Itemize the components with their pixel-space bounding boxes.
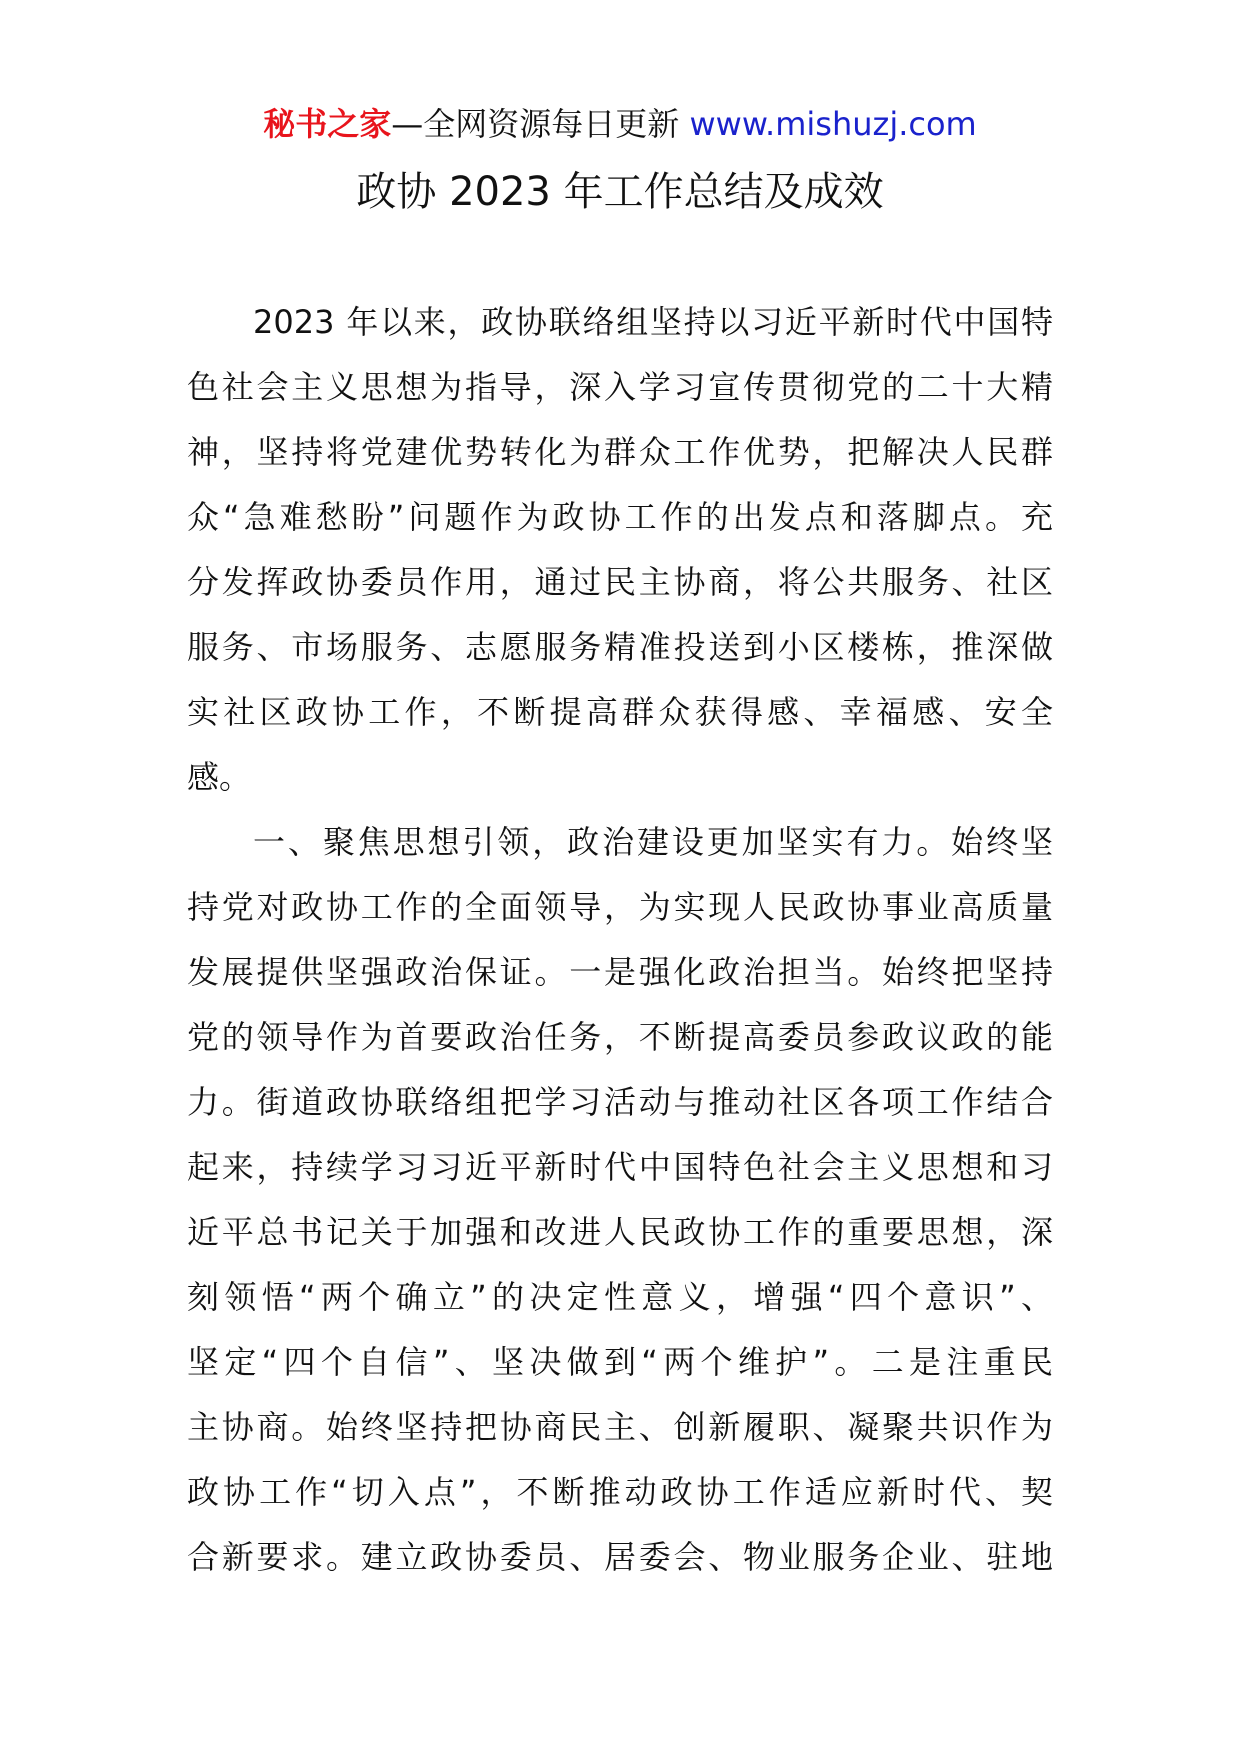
- text-line: 感。: [187, 758, 252, 796]
- section-heading-line: 一、聚焦思想引领，政治建设更加坚实有力。始终坚: [253, 823, 1053, 861]
- text-line: 服务、市场服务、志愿服务精准投送到小区楼栋，推深做: [187, 628, 1053, 666]
- text-line: 合新要求。建立政协委员、居委会、物业服务企业、驻地: [187, 1538, 1053, 1576]
- text-line: 2023 年以来，政协联络组坚持以习近平新时代中国特: [253, 303, 1053, 341]
- text-line: 主协商。始终坚持把协商民主、创新履职、凝聚共识作为: [187, 1408, 1053, 1446]
- banner-slogan: —全网资源每日更新: [391, 105, 690, 143]
- document-body: [187, 290, 1053, 1590]
- text-line: 色社会主义思想为指导，深入学习宣传贯彻党的二十大精: [187, 368, 1053, 406]
- text-line: 神，坚持将党建优势转化为群众工作优势，把解决人民群: [187, 433, 1053, 471]
- page-title: 政协 2023 年工作总结及成效: [356, 169, 884, 215]
- text-line: 分发挥政协委员作用，通过民主协商，将公共服务、社区: [187, 563, 1053, 601]
- text-line: 众“急难愁盼”问题作为政协工作的出发点和落脚点。充: [187, 498, 1053, 536]
- text-line: 持党对政协工作的全面领导，为实现人民政协事业高质量: [187, 888, 1053, 926]
- text-line: 实社区政协工作，不断提高群众获得感、幸福感、安全: [187, 693, 1053, 731]
- text-line: 近平总书记关于加强和改进人民政协工作的重要思想，深: [187, 1213, 1053, 1251]
- website-link[interactable]: www.mishuzj.com: [689, 105, 977, 143]
- text-line: 起来，持续学习习近平新时代中国特色社会主义思想和习: [187, 1148, 1053, 1186]
- text-line: 党的领导作为首要政治任务，不断提高委员参政议政的能: [187, 1018, 1053, 1056]
- text-line: 政协工作“切入点”，不断推动政协工作适应新时代、契: [187, 1473, 1053, 1511]
- text-line: 力。街道政协联络组把学习活动与推动社区各项工作结合: [187, 1083, 1053, 1121]
- text-line: 坚定“四个自信”、坚决做到“两个维护”。二是注重民: [187, 1343, 1053, 1381]
- text-line: 刻领悟“两个确立”的决定性意义，增强“四个意识”、: [187, 1278, 1053, 1316]
- text-line: 发展提供坚强政治保证。一是强化政治担当。始终把坚持: [187, 953, 1053, 991]
- brand-name: 秘书之家: [263, 105, 392, 143]
- source-banner: [0, 100, 1240, 148]
